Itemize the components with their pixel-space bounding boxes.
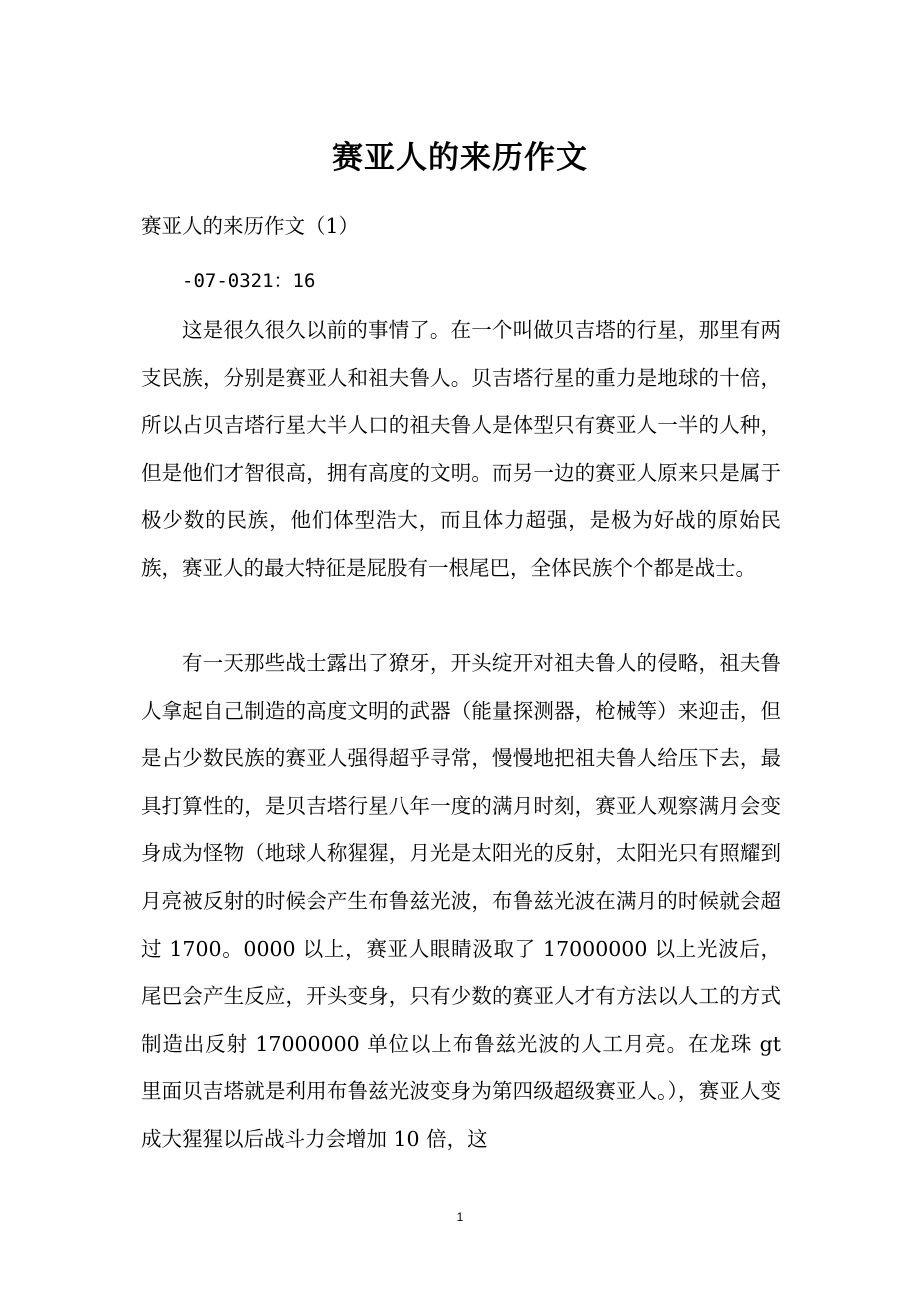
document-title: 赛亚人的来历作文 bbox=[332, 139, 588, 176]
paragraph-1: 这是很久很久以前的事情了。在一个叫做贝吉塔的行星，那里有两支民族，分别是赛亚人和祖夫鲁人。贝吉塔行星的重力是地球的十倍，所以占贝吉塔行星大半人口的祖夫鲁人是体型只有赛亚人一半的人种，但是他们才智很高，拥有高度的文明。而另一边的赛亚人原来只是属于极少数的民族，他们体型浩大，而且体力超强，是极为好战的原始民族，赛亚人的最大特征是屁股有一根尾巴，全体民族个个都是战士。 bbox=[141, 318, 781, 580]
page-number: 1 bbox=[456, 1210, 464, 1224]
document-subtitle: 赛亚人的来历作文（1） bbox=[141, 214, 360, 238]
document-dateline: -07-0321：16 bbox=[182, 270, 316, 292]
paragraph-2: 有一天那些战士露出了獠牙，开头绽开对祖夫鲁人的侵略，祖夫鲁人拿起自己制造的高度文明的武器（能量探测器，枪械等）来迎击，但是占少数民族的赛亚人强得超乎寻常，慢慢地把祖夫鲁人给压下去，最具打算性的，是贝吉塔行星八年一度的满月时刻，赛亚人观察满月会变身成为怪物（地球人称猩猩，月光是太阳光的反射，太阳光只有照耀到月亮被反射的时候会产生布鲁兹光波，布鲁兹光波在满月的时候就会超过 1700。0000 以上，赛亚人眼睛汲取了 17000000 以上光波后，尾巴会产生反应，开头变身，只有少数的赛亚人才有方法以人工的方式制造出反射 17000000 单位以上布鲁兹光波的人工月亮。在龙珠 gt 里面贝吉塔就是利用布鲁兹光波变身为第四级超级赛亚人。），赛亚人变成大猩猩以后战斗力会增加 10 倍，这 bbox=[141, 651, 781, 1151]
